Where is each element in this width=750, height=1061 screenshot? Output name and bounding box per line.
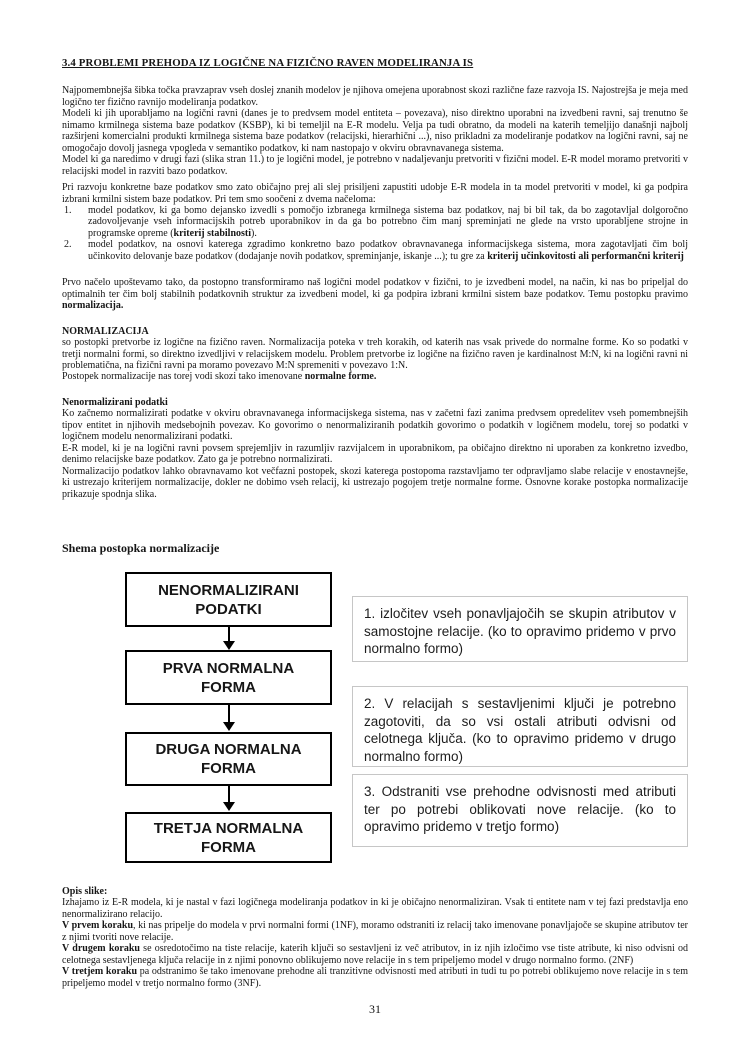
diagram-heading: Shema postopka normalizacije bbox=[62, 541, 220, 555]
list-item-number: 1. bbox=[64, 204, 72, 216]
opis-paragraph: Izhajamo iz E-R modela, ki je nastal v fazi logičnega modeliranja podatkov in ki je običajno nenormaliziran. Vsak ti entitete nam v tej fazi predstavlja eno nenormalizirano relacijo. bbox=[62, 897, 688, 920]
list-item-text-post: ). bbox=[251, 227, 257, 239]
conclusion-text: Prvo načelo upoštevamo tako, da postopno transformiramo naš logični model podatkov v fizični, to je izvedbeni model, na način, ki nas bo pripeljal do optimalnih ter čim bolj stabilnih podatkovnih struktur za izvedbeni model, ki ga podpira izbrani krmilni sistem baze podatkov. Temu postopku pravimo bbox=[62, 277, 688, 300]
intro-paragraph-1: Najpomembnejša šibka točka pravzaprav vseh doslej znanih modelov je njihova omejena uporabnost skozi različne faze razvoja IS. Najostrejša je meja med logično ter fizično ravnijo modeliranja podatkov. bbox=[62, 85, 688, 108]
principles-intro: Pri razvoju konkretne baze podatkov smo zato običajno prej ali slej prisiljeni zapustiti udobje E-R modela in ta model pretvoriti v model, ki ga podpira izbrani krmilni sistem baze podatkov. Pri tem smo soočeni z dvema načeloma: bbox=[62, 182, 688, 205]
opis-step-2 bbox=[62, 943, 688, 966]
nenormalizirani-heading: Nenormalizirani podatki bbox=[62, 396, 168, 408]
list-item-text: model podatkov, na osnovi katerega zgradimo konkretno bazo podatkov obravnavanega informacijskega sistema, mora zagotavljati čim bolj učinkovito delovanje baze podatkov (dodajanje novih podatkov, spreminjanje, iskanje ...); tu gre za bbox=[88, 239, 688, 262]
step-text: pa odstranimo še tako imenovane prehodne ali tranzitivne odvisnosti med atributi in tudi tu po potrebi oblikujemo nove relacije in s tem pripeljemo model v tretjo normalno formo (3NF). bbox=[62, 966, 688, 989]
flow-box-druga-normalna-forma: DRUGA NORMALNA FORMA bbox=[125, 732, 332, 786]
principles-conclusion bbox=[62, 277, 688, 311]
intro-paragraph-3: Model ki ga naredimo v drugi fazi (slika stran 11.) to je logični model, je potrebno v nadaljevanju pretvoriti v fizični model. E-R model moramo pretvoriti v relacijski model in razviti bazo podatkov. bbox=[62, 154, 688, 177]
normalizacija-postopek bbox=[62, 371, 688, 382]
annotation-step-3: 3. Odstraniti vse prehodne odvisnosti med atributi ter po potrebi oblikovati nove relacije. (ko to opravimo pridemo v tretjo formo) bbox=[352, 774, 688, 847]
normalization-flow-diagram bbox=[62, 570, 688, 872]
main-text-block bbox=[62, 58, 688, 500]
opis-step-1 bbox=[62, 920, 688, 943]
list-item bbox=[62, 205, 688, 239]
intro-paragraph-2: Modeli ki jih uporabljamo na logični ravni (danes je to predvsem model entiteta – povezava), niso direktno uporabni na izvedbeni ravni, saj trenutno še nimamo krmilnega sistema baze podatkov (KSBP), ki bi temeljil na E-R modelu. Velja pa tudi obratno, da modeli na katerih temeljijo današnji najbolj razširjeni komercialni produkti krmilnega sistema baze podatkov (relacijski, hierarhični ...), niso prikladni za modeliranje podatkov na logični ravni, saj ne omogočajo dovolj jasnega vpogleda v semantiko podatkov, ki nam nastopajo v okviru obravnavanega sistema. bbox=[62, 108, 688, 154]
nenormalizirani-paragraph-2: E-R model, ki je na logični ravni povsem sprejemljiv in razumljiv razvijalcem in uporabnikom, pa običajno direktno ni uporaben za konkretno izvedbo, denimo relacijske baze podatkov. Zato ga je potrebno normalizirati. bbox=[62, 442, 688, 466]
arrow-down-icon bbox=[223, 722, 235, 731]
normalizacija-body: so postopki pretvorbe iz logične na fizično raven. Normalizacija poteka v treh korakih, od katerih nas vsak privede do normalne forme. Ko so podatki v tretji normalni formi, so direktno izvedljivi v relacijskem modelu. Problem pretvorbe iz logične na fizično raven je kardinalnost M:N, ki na logični ravni ni problematična, na fizični ravni pa moramo povezavo M:N spremeniti v povezavo 1:N. bbox=[62, 337, 688, 371]
figure-description-block bbox=[62, 886, 688, 989]
list-item-text: model podatkov, ki ga bomo dejansko izvedli s pomočjo izbranega krmilnega sistema baz podatkov, naj bi bil tak, da bo zagotavljal dolgoročno zadovoljevanje vseh informacijskih potreb uporabnikov in da ga bo potrebno čim manj spreminjati ne glede na vrsto uporabljene strojne in programske opreme ( bbox=[88, 204, 688, 239]
opis-step-3 bbox=[62, 966, 688, 989]
annotation-step-1: 1. izločitev vseh ponavljajočih se skupin atributov v samostojne relacije. (ko to opravimo pridemo v prvo normalno formo) bbox=[352, 596, 688, 662]
postopek-text: Postopek normalizacije nas torej vodi skozi tako imenovane bbox=[62, 371, 305, 383]
arrow-down-icon bbox=[223, 802, 235, 811]
step-text: se osredotočimo na tiste relacije, katerih ključi so sestavljeni iz več atributov, in iz njih izločimo vse tiste atribute, ki niso odvisni od celotnega sestavljenega ključa relacije in z njimi ponovno oblikujemo nove relacije in s tem pripeljemo model v drugo normalno formo. (2NF) bbox=[62, 943, 689, 966]
step-bold: V prvem koraku bbox=[62, 920, 134, 932]
flow-box-nenormalizirani-podatki: NENORMALIZIRANI PODATKI bbox=[125, 572, 332, 627]
normalizacija-heading: NORMALIZACIJA bbox=[62, 325, 149, 337]
opis-heading: Opis slike: bbox=[62, 886, 108, 897]
list-item-bold: kriterij stabilnosti bbox=[173, 227, 252, 239]
flow-box-tretja-normalna-forma: TRETJA NORMALNA FORMA bbox=[125, 812, 332, 863]
step-bold: V tretjem koraku bbox=[62, 966, 138, 978]
step-text: , ki nas pripelje do modela v prvi normalni formi (1NF), moramo odstraniti iz relacij tako imenovane ponavljajoče se skupine atributov ter z njimi tvoriti nove relacije. bbox=[62, 920, 688, 943]
postopek-bold: normalne forme. bbox=[304, 371, 377, 383]
step-bold: V drugem koraku bbox=[62, 943, 140, 955]
annotation-step-2: 2. V relacijah s sestavljenimi ključi je potrebno zagotoviti, da so vsi ostali atributi odvisni od celotnega ključa. (ko to opravimo pridemo v drugo normalno formo) bbox=[352, 686, 688, 767]
arrow-down-icon bbox=[223, 641, 235, 650]
list-item-bold: kriterij učinkovitosti ali performančni kriterij bbox=[487, 250, 684, 262]
nenormalizirani-paragraph-3: Normalizacijo podatkov lahko obravnavamo kot večfazni postopek, skozi katerega postopoma razstavljamo ter odpravljamo slabe relacije v enostavnejše, ki ustrezajo kriterijem normalizacije, dokler ne dobimo vseh relacij, ki ustrezajo pogojem tretje normalne forme. Osnovne korake postopka normalizacije prikazuje spodnja slika. bbox=[62, 465, 688, 500]
conclusion-bold: normalizacija. bbox=[62, 300, 124, 312]
list-item-number: 2. bbox=[64, 239, 72, 251]
section-title: 3.4 PROBLEMI PREHODA IZ LOGIČNE NA FIZIČNO RAVEN MODELIRANJA IS bbox=[62, 57, 474, 69]
nenormalizirani-paragraph-1: Ko začnemo normalizirati podatke v okviru obravnavanega informacijskega sistema, nas v začetni fazi zanima predvsem opredelitev vseh pomembnejših tipov entitet in njihovih medsebojnih povezav. Ko govorimo o nenormaliziranih podatkih govorimo o podatkih v logičnem modelu, torej so podatki v logičnem modelu nenormalizirani podatki. bbox=[62, 408, 688, 443]
principles-list bbox=[62, 205, 688, 262]
page-number: 31 bbox=[369, 1002, 381, 1016]
list-item bbox=[62, 239, 688, 262]
flow-box-prva-normalna-forma: PRVA NORMALNA FORMA bbox=[125, 650, 332, 705]
